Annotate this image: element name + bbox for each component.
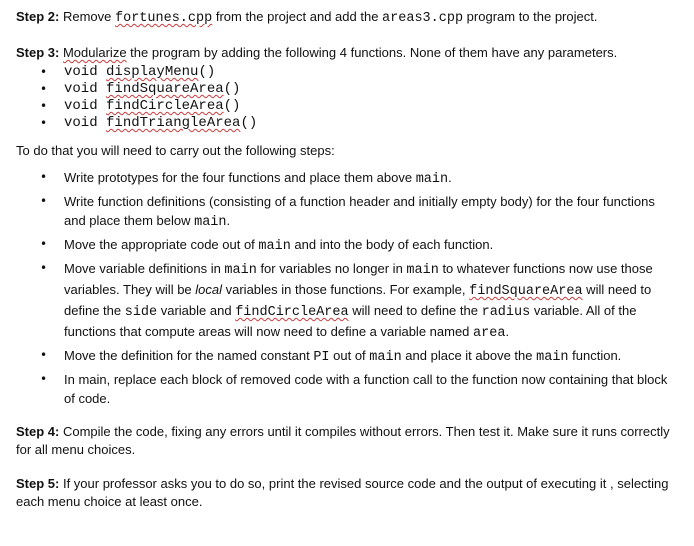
function-list <box>16 64 680 132</box>
word-modularize: Modularize <box>62 45 127 60</box>
step-5-label: Step 5: <box>16 476 60 491</box>
list-item: • In main, replace each block of removed code with a function call to the function now containing that block of code. <box>40 370 680 408</box>
list-item: • void displayMenu() <box>40 64 680 81</box>
step-2-text: Remove <box>62 9 115 24</box>
fn-findTriangleArea: findTriangleArea <box>106 115 241 131</box>
step-3 <box>16 44 680 62</box>
list-item: • Move the definition for the named constant PI out of main and place it above the main function. <box>40 346 680 367</box>
list-item: • void findSquareArea() <box>40 81 680 98</box>
step-4-label: Step 4: <box>16 424 60 439</box>
steps-intro: To do that you will need to carry out the following steps: <box>16 143 335 158</box>
step-5 <box>16 475 680 511</box>
list-item: • void findTriangleArea() <box>40 115 680 132</box>
list-item: • Write prototypes for the four functions and place them above main. <box>40 168 680 189</box>
fn-displayMenu: displayMenu <box>106 64 199 80</box>
file-areas3: areas3.cpp <box>382 11 464 26</box>
step-2 <box>16 8 680 28</box>
step-4 <box>16 423 680 459</box>
step-3-label: Step 3: <box>16 45 60 60</box>
list-item: • Write function definitions (consisting of a function header and initially empty body) for the four functions and place them below main. <box>40 192 680 232</box>
list-item: • Move variable definitions in main for variables no longer in main to whatever functions now use those variables. They will be local variables in those functions. For example, findSquareArea will need to define the side variable and findCircleArea will need to define the radius variable. All of the functions that compute areas will now need to define a variable named area. <box>40 259 680 343</box>
step-5-text: If your professor asks you to do so, print the revised source code and the output of executing it , selecting each menu choice at least once. <box>16 476 669 509</box>
list-item: • Move the appropriate code out of main and into the body of each function. <box>40 235 680 256</box>
fn-findSquareArea: findSquareArea <box>106 81 224 97</box>
list-item: • void findCircleArea() <box>40 98 680 115</box>
file-fortunes: fortunes.cpp <box>115 11 213 26</box>
step-4-text: Compile the code, fixing any errors until it compiles without errors. Then test it. Make sure it runs correctly for all menu choices. <box>16 424 670 457</box>
step-2-text: program to the project. <box>463 9 598 24</box>
fn-findCircleArea: findCircleArea <box>106 98 224 114</box>
substep-list <box>16 168 680 408</box>
step-3-text: the program by adding the following 4 functions. None of them have any parameters. <box>126 45 618 60</box>
document-page <box>16 8 680 511</box>
step-2-label: Step 2: <box>16 9 60 24</box>
step-2-text: from the project and add the <box>212 9 383 24</box>
